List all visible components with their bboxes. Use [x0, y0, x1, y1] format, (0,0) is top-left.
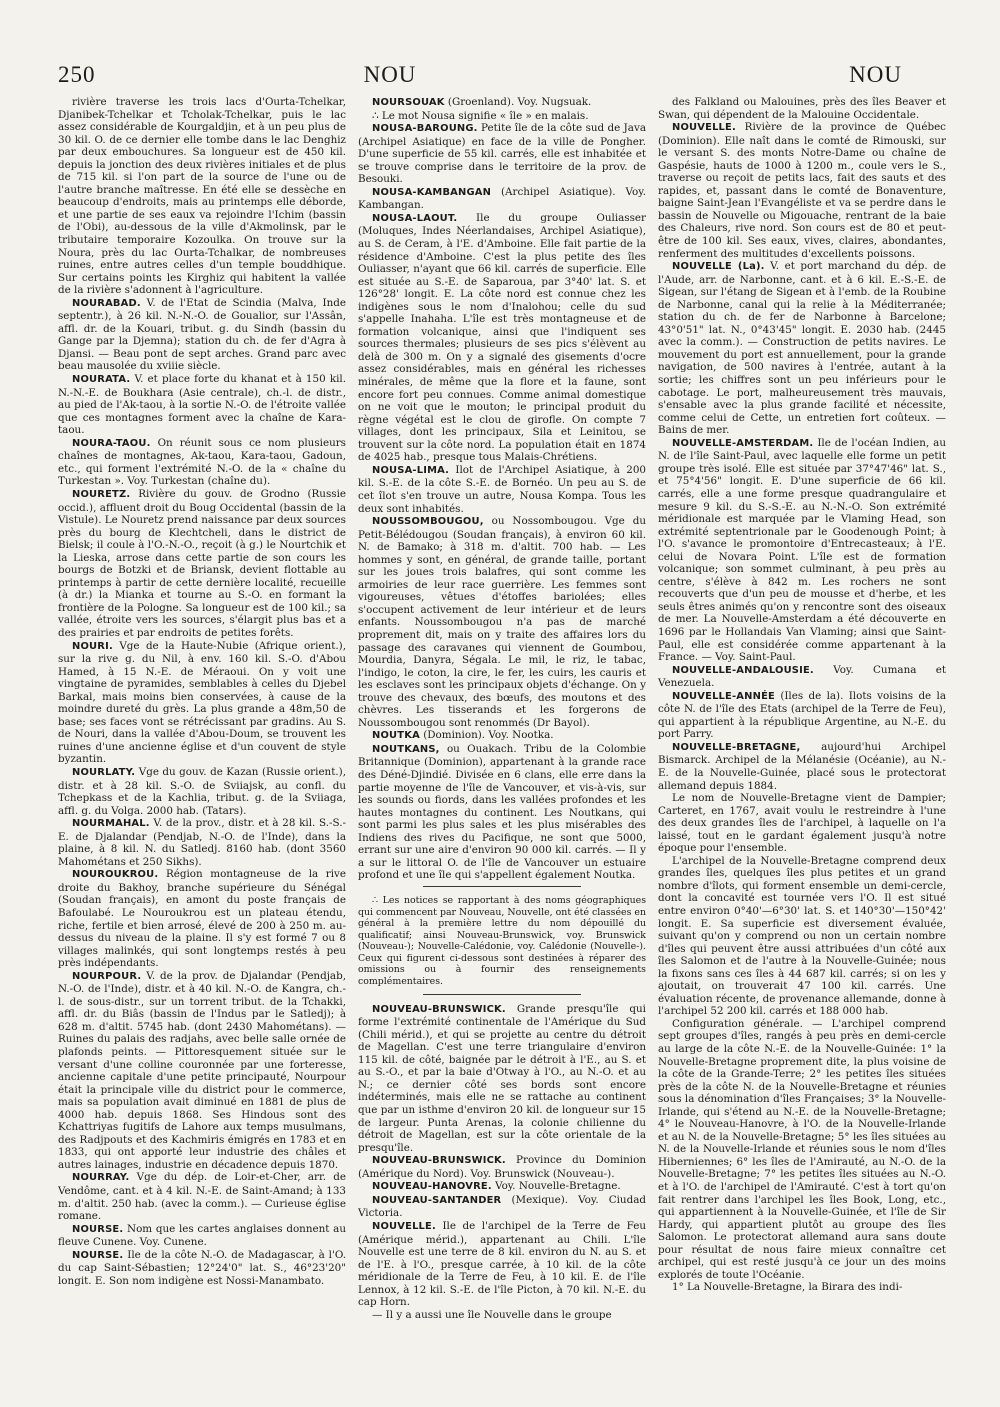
section-divider: [423, 994, 581, 995]
dictionary-entry: [358, 122, 646, 186]
entry-headword: NOUVEAU-BRUNSWICK.: [372, 1003, 506, 1015]
entry-text: ∴ Le mot Nousa signifie « île » en malais.: [372, 109, 589, 122]
dictionary-entry: [358, 110, 646, 123]
dictionary-entry: [658, 690, 946, 741]
dictionary-entry: [658, 1018, 946, 1281]
dictionary-entry: [358, 1180, 646, 1194]
entry-text: Petite île de la côte sud de Java (Archipel Asiatique) en face de la ville de Pongher. D'une superficie de 55 kil. carrés, elle est inhabitée et se trouve comprise dans le territoire de la prov. de Besouki.: [358, 122, 646, 186]
entry-text: Voy. Cumana et Venezuela.: [658, 663, 946, 690]
entry-text: ou Nossombougou. Vge du Petit-Bélédougou (Soudan français), à environ 60 kil. N. de Bamako; à 318 m. d'altit. 700 hab. — Les hommes y sont, en général, de grande taille, portant sur les joues trois balafres, qui sont comme les armoiries de leur race guerrière. Les femmes sont vigoureuses, vêtues d'étoffes bariolées; elles s'occupent activement de leur intérieur et de leurs enfants. Noussombougou n'a pas de marché proprement dit, mais on y traite des affaires lors du passage des caravanes qui viennent de Goumbou, Mourdia, Danyra, Ségala. Le mil, le riz, le tabac, l'indigo, le coton, la cire, le fer, les cuirs, les cauris et les esclaves sont les principaux objets d'échange. On y trouve des chevaux, des bœufs, des moutons et des chèvres. Les tisserands et les forgerons de Noussombougou sont renommés (Dr Bayol).: [358, 515, 646, 729]
entry-text: (Iles de la). Ilots voisins de la côte N. de l'île des Etats (archipel de la Terre de Feu), qui appartient à la république Argentine, au N.-E. du port Parry.: [658, 689, 946, 741]
dictionary-entry: [358, 1220, 646, 1309]
dictionary-entry: [58, 488, 346, 640]
dictionary-entry: [658, 260, 946, 437]
entry-headword: NOUVELLE.: [672, 122, 736, 134]
entry-text: Ile de la côte N.-O. de Madagascar, à l'O. du cap Saint-Sébastien; 12°24'0" lat. S., 46°23'20" longit. E. Son nom indigène est Nossi-Manambato.: [58, 1248, 346, 1287]
dictionary-entry: [58, 868, 346, 969]
dictionary-entry: [58, 373, 346, 437]
entry-headword: NOURMAHAL.: [72, 818, 150, 830]
dictionary-entry: [658, 792, 946, 855]
dictionary-entry: [358, 212, 646, 464]
entry-text: rivière traverse les trois lacs d'Ourta-Tchelkar, Djanibek-Tchelkar et Tcholak-Tchelkar, puis le lac assez considérable de Kourgaldjin, et à un peu plus de 30 kil. O. de ce dernier elle tombe dans le lac Denghiz par deux embouchures. Sa longueur est de 450 kil. depuis la jonction des deux rivières initiales et de plus de 715 kil. si l'on part de la source de l'une ou de l'autre branche maîtresse. En été elle se dessèche en beaucoup d'endroits, mais au printemps elle déborde, et une partie de ses eaux va rejoindre l'Ichim (bassin de l'Obi), au-dessous de la ville d'Akmolinsk, par le tributaire temporaire Kozoulka. On trouve sur la Noura, près du lac Ourta-Tchalkar, de nombreuses ruines, entre autres celles d'un temple bouddhique. Sur certains points les Kirghiz qui habitent la vallée de la rivière s'adonnent à l'agriculture.: [58, 96, 346, 297]
entry-text: Le nom de Nouvelle-Bretagne vient de Dampier; Carteret, en 1767, avait voulu le restreindre à l'une des deux grandes îles de l'archipel, à laquelle on l'a laissé, tout en le gardant également jusqu'à notre époque pour l'ensemble.: [658, 792, 946, 855]
entry-text: Voy. Nouvelle-Bretagne.: [495, 1180, 621, 1193]
entry-headword: NOUVELLE.: [372, 1220, 436, 1232]
dictionary-entry: [658, 1281, 946, 1294]
entry-text: ou Ouakach. Tribu de la Colombie Britannique (Dominion), appartenant à la grande race des Déné-Djindié. Divisée en 6 clans, elle erre dans la partie moyenne de l'île de Vancouver, et vis-à-vis, sur les sounds ou fiords, dans les vallées profondes et les hautes montagnes du continent. Les Noutkans, qui sont parmi les plus sales et les plus misérables des Indiens des rives du Pacifique, ne sont que 5000, errant sur une aire d'environ 90 000 kil. carrés. — Il y a sur le littoral O. de l'île de Vancouver un estuaire profond et une île qui s'appellent également Noutka.: [358, 742, 646, 882]
entry-text: — Il y a aussi une île Nouvelle dans le groupe: [372, 1308, 612, 1321]
entry-headword: NOUROUKROU.: [72, 869, 159, 881]
entry-text: V. et place forte du khanat et à 150 kil. N.-N.-E. de Boukhara (Asie centrale), ch.-l. de distr., au pied de l'Ak-taou, à la sortie N.-O. de l'étroite vallée que ces montagnes forment avec la chaîne de Kara-taou.: [58, 373, 346, 437]
entry-headword: NOUVEAU-BRUNSWICK.: [372, 1155, 506, 1167]
entry-headword: NOURETZ.: [72, 488, 131, 500]
dictionary-entry: [58, 437, 346, 488]
entry-text: ∴ Les notices se rapportant à des noms géographiques qui commencent par Nouveau, Nouvelle, ont été classées en général à la première lettre du nom dépouillé du qualificatif; ainsi Nouveau-Brunswick, voy. Brunswick (Nouveau-); Nouvelle-Calédonie, voy. Calédonie (Nouvelle-). Ceux qui figurent ci-dessous sont destinées à réparer des omissions ou à fournir des renseignements complémentaires.: [358, 894, 646, 988]
entry-headword: NOURLATY.: [72, 766, 136, 778]
header-word-center: NOU: [363, 62, 417, 87]
entry-headword: NOUVELLE-BRETAGNE,: [672, 741, 801, 753]
editorial-note: [358, 895, 646, 988]
column-middle: [358, 96, 646, 1396]
dictionary-entry: [58, 1171, 346, 1222]
entry-headword: NOUSSOMBOUGOU,: [372, 516, 484, 528]
dictionary-entry: [658, 437, 946, 664]
entry-text: Configuration générale. — L'archipel comprend sept groupes d'îles, rangés à peu près en demi-cercle au large de la côte N.-E. de la Nouvelle-Guinée: 1° la Nouvelle-Bretagne proprement dite, la plus voisine de la côte de la Grande-Terre; 2° les petites îles situées près de la côte N. de la Nouvelle-Bretagne et réunies sous la dénomination d'îles Françaises; 3° la Nouvelle-Irlande, qui s'étend au N.-E. de la Nouvelle-Bretagne; 4° le Nouveau-Hanovre, à l'O. de la Nouvelle-Irlande et au N. de la Nouvelle-Bretagne; 5° les îles situées au N. de la Nouvelle-Irlande et réunies sous le nom d'îles Hiberniennes; 6° les îles de l'Amirauté, au N.-O. de la Nouvelle-Bretagne; 7° les petites îles situées au N.-O. et à l'O. de l'archipel de l'Amirauté. C'est à tort qu'on fait rentrer dans l'archipel les îles Book, Long, etc., qui appartiennent à la Nouvelle-Guinée, et l'île de Sir Hardy, qui appartient plutôt au groupe des îles Salomon. Le protectorat allemand aura sans doute pour résultat de nous faire mieux connaître cet archipel, qui est resté jusqu'à ce jour un des moins explorés de toute l'Océanie.: [658, 1017, 946, 1281]
entry-text: aujourd'hui Archipel Bismarck. Archipel de la Mélanésie (Océanie), au N.-E. de la Nouvelle-Guinée, placé sous le protectorat allemand depuis 1884.: [658, 740, 946, 792]
dictionary-entry: [58, 817, 346, 868]
entry-text: V. et port marchand du dép. de l'Aude, arr. de Narbonne, cant. et à 6 kil. E.-S.-E. de Sigean, sur l'étang de Sigean et à l'emb. de la Roubine de Narbonne, canal qui la relie à la Méditerranée; station du ch. de fer de Narbonne à Barcelone; 43°0'51" lat. N., 0°43'45" longit. E. 2030 hab. (2445 avec la comm.). — Construction de petits navires. Le mouvement du port est annuellement, pour la grande navigation, de 500 navires à l'entrée, autant à la sortie; les chiffres sont un peu inférieurs pour le cabotage. Le port, malheureusement très mauvais, s'ensable avec la plus grande facilité et nécessite, comme celui de Cette, un entretien fort coûteux. — Bains de mer.: [658, 260, 946, 437]
entry-text: On réunit sous ce nom plusieurs chaînes de montagnes, Ak-taou, Kara-taou, Gadoun, etc., qui forment l'extrémité N.-O. de la « chaîne du Turkestan ». Voy. Turkestan (chaîne du).: [58, 436, 346, 488]
dictionary-entry: [358, 464, 646, 515]
entry-text: (Groenland). Voy. Nugsuak.: [447, 96, 592, 108]
dictionary-entry: [358, 729, 646, 743]
dictionary-entry: [358, 743, 646, 882]
entry-text: Rivière du gouv. de Grodno (Russie occid.), affluent droit du Boug Occidental (bassin de la Vistule). Le Nouretz prend naissance par deux sources près du bourg de Klechtcheli, dans le district de Bielsk; il coule à l'O.-N.-O., reçoit (à g.) le Nourtchik et la Lieska, arrose dans cette partie de son cours les bourgs de Botzki et de Briansk, devient flottable au printemps à partir de cette dernière localité, recueille (à dr.) la Mianka et tourne au S.-O. en formant la frontière de la Pologne. Sa longueur est de 100 kil.; sa vallée, étroite vers les sources, s'élargit plus bas et a des prairies et par endroits de petites forêts.: [58, 487, 346, 639]
column-left: [58, 96, 346, 1396]
entry-headword: NOURPOUR.: [72, 970, 142, 982]
entry-headword: NOUSA-LAOUT.: [372, 212, 458, 224]
dictionary-entry: [58, 297, 346, 373]
dictionary-entry: [358, 186, 646, 212]
dictionary-entry: [58, 766, 346, 817]
text-columns: [58, 96, 946, 1396]
dictionary-entry: [358, 1003, 646, 1155]
entry-headword: NOURSE.: [72, 1249, 124, 1261]
entry-headword: NOUTKA: [372, 730, 420, 742]
entry-headword: NOUVELLE-ANNÉE: [672, 690, 775, 702]
dictionary-entry: [358, 96, 646, 110]
entry-text: (Archipel Asiatique). Voy. Kambangan.: [358, 185, 646, 212]
entry-text: Vge de la Haute-Nubie (Afrique orient.), sur la rive g. du Nil, à env. 160 kil. S.-O. d'Abou Hamed, à 15 N.-E. de Méraoui. On y voit une vingtaine de pyramides, semblables à celles du Djebel Barkal, mais moins bien conservées, à cause de la moindre dureté du grès. La plus grande a 48m,50 de base; ses faces vont se rétrécissant par gradins. Au S. de Nouri, dans la vallée d'Abou-Doum, se trouvent les ruines d'une ancienne église et d'un couvent de style byzantin.: [58, 639, 346, 766]
entry-text: Grande presqu'île qui forme l'extrémité continentale de l'Amérique du Sud (Chili mérid.), et qui se projette au centre du détroit de Magellan. C'est une terre triangulaire d'environ 115 kil. de côté, baignée par le détroit à l'E., au S. et au S.-O., et par la baie d'Otway à l'O., au N.-O. et au N.; ce dernier côté ses bords sont encore indéterminés, mais elle ne se rattache au continent que par un isthme d'environ 20 kil. de longueur sur 15 de largeur. Punta Arenas, la colonie chilienne du détroit de Magellan, est sur la côte orientale de la presqu'île.: [358, 1002, 646, 1154]
entry-headword: NOUSA-LIMA.: [372, 464, 450, 476]
dictionary-entry: [658, 121, 946, 260]
column-right: [658, 96, 946, 1396]
dictionary-entry: [658, 855, 946, 1018]
section-divider: [423, 886, 581, 887]
dictionary-entry: [58, 1223, 346, 1249]
entry-headword: NOUVELLE-AMSTERDAM.: [672, 437, 814, 449]
entry-text: des Falkland ou Malouines, près des îles Beaver et Swan, qui dépendent de la Malouine Occidentale.: [658, 96, 946, 121]
entry-text: Vge du dép. de Loir-et-Cher, arr. de Vendôme, cant. et à 4 kil. N.-E. de Saint-Amand; à 133 m. d'altit. 250 hab. (avec la comm.). — Curieuse église romane.: [58, 1171, 346, 1223]
entry-headword: NOURI.: [72, 640, 113, 652]
entry-text: V. de la prov., distr. et à 28 kil. S.-S.-E. de Djalandar (Pendjab, N.-O. de l'Inde), dans la plaine, à 8 kil. N. du Satledj. 8160 hab. (dont 3560 Mahométans et 250 Sikhs).: [58, 817, 346, 868]
entry-text: V. de la prov. de Djalandar (Pendjab, N.-O. de l'Inde), distr. et à 40 kil. N.-O. de Kangra, ch.-l. de sous-distr., sur un torrent tribut. de la Tchakki, affl. dr. du Biâs (bassin de l'Indus par le Satledj); à 628 m. d'altit. 5745 hab. (dont 2430 Mahométans). — Ruines du palais des radjahs, avec belle salle ornée de plafonds peints. — Pittoresquement située sur le versant d'une colline couronnée par une forteresse, ancienne capitale d'une petite principauté, Nourpour était la principale ville du district pour le commerce, mais sa population avait diminué en 1881 de plus de 4000 hab. depuis 1868. Ses Hindous sont des Kchattriyas fugitifs de Lahore aux temps musulmans, des Radjpouts et des Kachmiris émigrés en 1783 et en 1833, qui ont apporté leur industrie des châles et autres lainages, industrie en décadence depuis 1870.: [58, 969, 346, 1171]
dictionary-entry: [358, 1309, 646, 1322]
dictionary-entry: [58, 96, 346, 297]
dictionary-entry: [58, 1249, 346, 1288]
entry-headword: NOUVEAU-HANOVRE.: [372, 1181, 492, 1193]
entry-headword: NOURA-TAOU.: [72, 437, 151, 449]
dictionary-entry: [358, 1154, 646, 1180]
entry-text: Nom que les cartes anglaises donnent au fleuve Cunene. Voy. Cunene.: [58, 1222, 346, 1249]
entry-text: Ile de l'océan Indien, au N. de l'île Saint-Paul, avec laquelle elle forme un petit groupe très isolé. Elle est située par 37°47'46" lat. S., et 75°4'56" longit. E. D'une superficie de 66 kil. carrés, elle a une forme presque quadrangulaire et mesure 9 kil. du S.-S.-E. au N.-N.-O. Son extrémité méridionale est marquée par le Vlaming Head, son extrémité septentrionale par le Goodenough Point; à l'O. s'avance le promontoire d'Entrecasteaux; à l'E. celui de Novara Point. L'île est de formation volcanique; son sommet culminant, à peu près au centre, s'élève à 842 m. Les rochers ne sont recouverts que d'un peu de mousse et d'herbe, et les seuls êtres animés qu'on y rencontre sont des oiseaux de mer. La Nouvelle-Amsterdam a été découverte en 1696 par le Hollandais Van Vlaming; ainsi que Saint-Paul, elle est considérée comme appartenant à la France. — Voy. Saint-Paul.: [658, 436, 946, 664]
entry-text: Ile de l'archipel de la Terre de Feu (Amérique mérid.), appartenant au Chili. L'île Nouvelle est une terre de 8 kil. environ du N. au S. et de l'E. à l'O., presque carrée, à 10 kil. de la côte méridionale de la Terre de Feu, à 10 kil. E. de l'île Lennox, à 12 kil. S.-E. de l'île Picton, à 70 kil. N.-E. du cap Horn.: [358, 1219, 646, 1309]
entry-text: 1° La Nouvelle-Bretagne, la Birara des indi-: [672, 1281, 903, 1294]
dictionary-entry: [358, 1194, 646, 1220]
entry-text: Province du Dominion (Amérique du Nord). Voy. Brunswick (Nouveau-).: [358, 1154, 646, 1180]
entry-headword: NOUSA-BAROUNG.: [372, 123, 478, 135]
dictionary-entry: [58, 640, 346, 766]
header-word-right: NOU: [849, 62, 902, 87]
entry-text: Vge du gouv. de Kazan (Russie orient.), distr. et à 28 kil. S.-O. de Sviiajsk, au confl. du Tchepkass et de la Kachlia, tribut. g. de la Sviiaga, affl. g. du Volga. 2000 hab. (Tatars).: [58, 765, 346, 817]
entry-text: Région montagneuse de la rive droite du Bakhoy, branche supérieure du Sénégal (Soudan français), en amont du poste français de Bafoulabé. Le Nouroukrou est un plateau étendu, riche, fertile et bien arrosé, élevé de 200 à 250 m. au-dessus du niveau de la plaine. Il s'y est formé 7 ou 8 villages malinkés, qui sont longtemps restés à peu près indépendants.: [58, 868, 346, 970]
page-number: 250: [58, 62, 96, 87]
entry-text: (Mexique). Voy. Ciudad Victoria.: [358, 1193, 646, 1220]
dictionary-entry: [358, 515, 646, 729]
dictionary-entry: [658, 664, 946, 690]
entry-headword: NOURATA.: [72, 374, 131, 386]
entry-text: V. de l'Etat de Scindia (Malva, Inde septentr.), à 26 kil. N.-N.-O. de Goualior, sur l'Assân, affl. dr. de la Kouari, tribut. g. du Sindh (bassin du Gange par la Djemna); station du ch. de fer d'Agra à Djansi. — Beau pont de sept arches. Grand parc avec beau mausolée du xviiie siècle.: [58, 296, 346, 373]
entry-headword: NOURSOUAK: [372, 97, 445, 108]
entry-text: (Dominion). Voy. Nootka.: [423, 729, 554, 742]
dictionary-entry: [58, 970, 346, 1172]
entry-headword: NOUVEAU-SANTANDER: [372, 1194, 502, 1206]
entry-text: Ilot de l'Archipel Asiatique, à 200 kil. S.-E. de la côte S.-E. de Bornéo. Un peu au S. de cet îlot s'en trouve un autre, Nousa Kompa. Tous les deux sont inhabités.: [358, 463, 646, 515]
dictionary-entry: [658, 741, 946, 792]
entry-headword: NOURRAY.: [72, 1172, 130, 1184]
entry-headword: NOUTKANS,: [372, 743, 440, 755]
entry-headword: NOUVELLE-ANDALOUSIE.: [672, 664, 814, 676]
entry-headword: NOURSE.: [72, 1223, 124, 1235]
entry-headword: NOUVELLE (La).: [672, 261, 765, 273]
entry-headword: NOUSA-KAMBANGAN: [372, 186, 492, 198]
entry-headword: NOURABAD.: [72, 297, 141, 309]
entry-text: L'archipel de la Nouvelle-Bretagne comprend deux grandes îles, quelques îles plus petites et un grand nombre d'îlots, qui forment ensemble un demi-cercle, dont la concavité est tournée vers l'O. Il est situé entre environ 0°40'—6°30' lat. S. et 140°30'—150°42' longit. E. Sa superficie est diversement évaluée, suivant qu'on y comprend ou non un certain nombre d'îles qui peuvent être aussi attribuées d'un côté aux îles Salomon et de l'autre à la Nouvelle-Guinée; nous la fixons sans ces îles à 44 687 kil. carrés; si on les y ajoutait, on trouverait 47 100 kil. carrés. Une évaluation récente, de provenance allemande, donne à l'archipel 52 200 kil. carrés et 188 000 hab.: [658, 854, 946, 1018]
entry-text: Ile du groupe Ouliasser (Moluques, Indes Néerlandaises, Archipel Asiatique), au S. de Ceram, à l'E. d'Amboine. Elle fait partie de la résidence d'Amboine. C'est la plus petite des îles Ouliasser, n'ayant que 66 kil. carrés de superficie. Elle est située au S.-E. de Saparoua, par 3°40' lat. S. et 126°28' longit. E. La côte nord est connue chez les indigènes sous le nom d'Inalohou; celle du sud s'appelle Inahaha. L'île est très montagneuse et de formation volcanique, ainsi que l'indiquent ses sources thermales; plusieurs de ses pics s'élèvent au delà de 300 m. On y a signalé des gisements d'ocre assez considérables, mais en général les richesses minérales, de même que la flore et la faune, sont encore fort peu connues. Comme animal domestique on ne voit que le mouton; le principal produit du règne végétal est le clou de girofle. On compte 7 villages, dont les principaux, Sila et Leinitou, se trouvent sur la côte nord. La population était en 1874 de 4025 hab., presque tous Malais-Chrétiens.: [358, 211, 646, 464]
dictionary-entry: [658, 96, 946, 121]
entry-text: Rivière de la province de Québec (Dominion). Elle naît dans le comté de Rimouski, sur le versant S. des monts Notre-Dame ou chaîne de Gaspésie, hauts de 1000 à 1200 m., coule vers le S., traverse ou reçoit de petits lacs, fait des sauts et des rapides, et, passant dans le comté de Bonaventure, baigne Saint-Jean l'Evangéliste et va se perdre dans le bassin de Nouvelle ou Migouache, rentrant de la baie des Chaleurs, rive nord. Son cours est de 80 et peut-être de 100 kil. Ses eaux, vives, claires, abondantes, renferment des multitudes d'excellents poissons.: [658, 121, 946, 260]
running-header: [58, 62, 942, 96]
